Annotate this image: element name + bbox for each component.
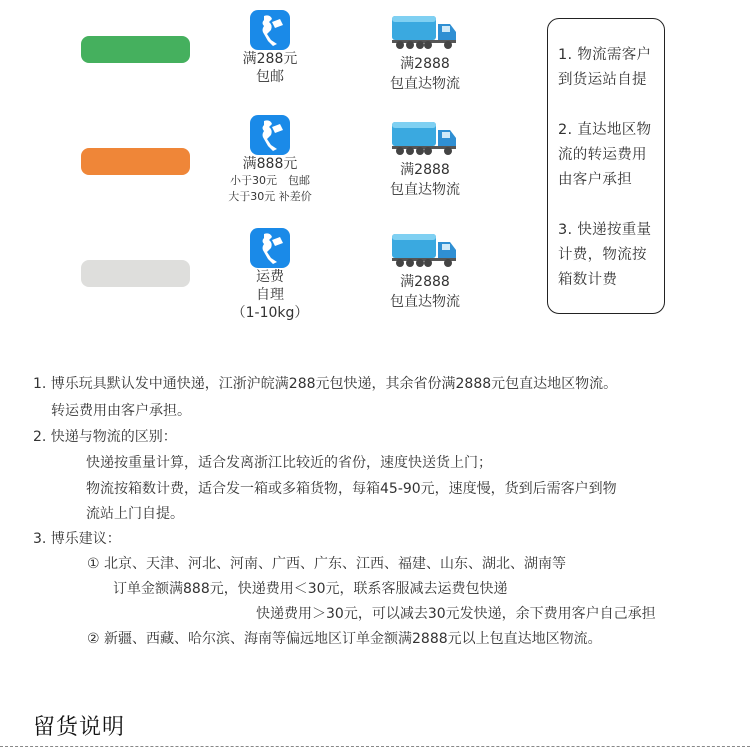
express-condition-over: 大于30元 补差价 [228, 190, 312, 203]
truck-icon [390, 118, 460, 158]
express-tier-2 [215, 115, 325, 205]
divider [0, 746, 750, 747]
truck-icon [390, 12, 460, 52]
logistics-tier-2 [365, 118, 485, 200]
express-description: 快递按重量计算，适合发离浙江比较近的省份，速度快送货上门； [86, 455, 492, 471]
logistics-description-cont: 流站上门自提。 [86, 506, 184, 522]
express-line: 自理 [256, 287, 284, 303]
logistics-benefit: 包直达物流 [390, 182, 460, 198]
express-weight-range: （1-10kg） [231, 305, 309, 321]
truck-icon [390, 230, 460, 270]
express-benefit: 包邮 [256, 69, 284, 85]
express-threshold: 满288元 [242, 51, 298, 67]
policy-item-2: 2. 快递与物流的区别： [33, 429, 177, 445]
tier-bar-gray [81, 260, 190, 287]
note-billing: 3. 快递按重量计费，物流按箱数计费 [558, 222, 652, 288]
tier-bar-green [81, 36, 190, 63]
express-condition-under: 小于30元 包邮 [230, 174, 310, 187]
suggestion-1-under-30: 订单金额满888元，快递费用＜30元，联系客服减去运费包快递 [113, 581, 508, 597]
logistics-tier-3 [365, 230, 485, 312]
policy-item-1: 1. 博乐玩具默认发中通快递，江浙沪皖满288元包快递，其余省份满2888元包直达地区物流。 [33, 376, 618, 392]
logistics-threshold: 满2888 [400, 56, 450, 72]
suggestion-1-over-30: 快递费用＞30元，可以减去30元发快递，余下费用客户自己承担 [256, 606, 656, 622]
logistics-benefit: 包直达物流 [390, 294, 460, 310]
express-tier-1 [215, 10, 325, 86]
notes-box [547, 18, 665, 314]
policy-item-3: 3. 博乐建议： [33, 531, 121, 547]
tier-bar-orange [81, 148, 190, 175]
policy-item-1-cont: 转运费用由客户承担。 [51, 403, 191, 419]
logistics-benefit: 包直达物流 [390, 76, 460, 92]
note-pickup: 1. 物流需客户到货运站自提 [558, 47, 652, 88]
courier-icon [250, 115, 290, 155]
courier-icon [250, 10, 290, 50]
suggestion-1-regions: ① 北京、天津、河北、河南、广西、广东、江西、福建、山东、湖北、湖南等 [87, 556, 566, 572]
suggestion-2-remote: ② 新疆、西藏、哈尔滨、海南等偏远地区订单金额满2888元以上包直达地区物流。 [87, 631, 602, 647]
express-threshold: 满888元 [242, 156, 298, 172]
express-line: 运费 [256, 269, 284, 285]
courier-icon [250, 228, 290, 268]
express-tier-3 [215, 228, 325, 322]
section-title: 留货说明 [33, 715, 126, 740]
logistics-threshold: 满2888 [400, 274, 450, 290]
logistics-description: 物流按箱数计费，适合发一箱或多箱货物，每箱45-90元，速度慢，货到后需客户到物 [86, 481, 617, 497]
logistics-tier-1 [365, 12, 485, 94]
note-transfer-fee: 2. 直达地区物流的转运费用由客户承担 [558, 122, 652, 188]
logistics-threshold: 满2888 [400, 162, 450, 178]
